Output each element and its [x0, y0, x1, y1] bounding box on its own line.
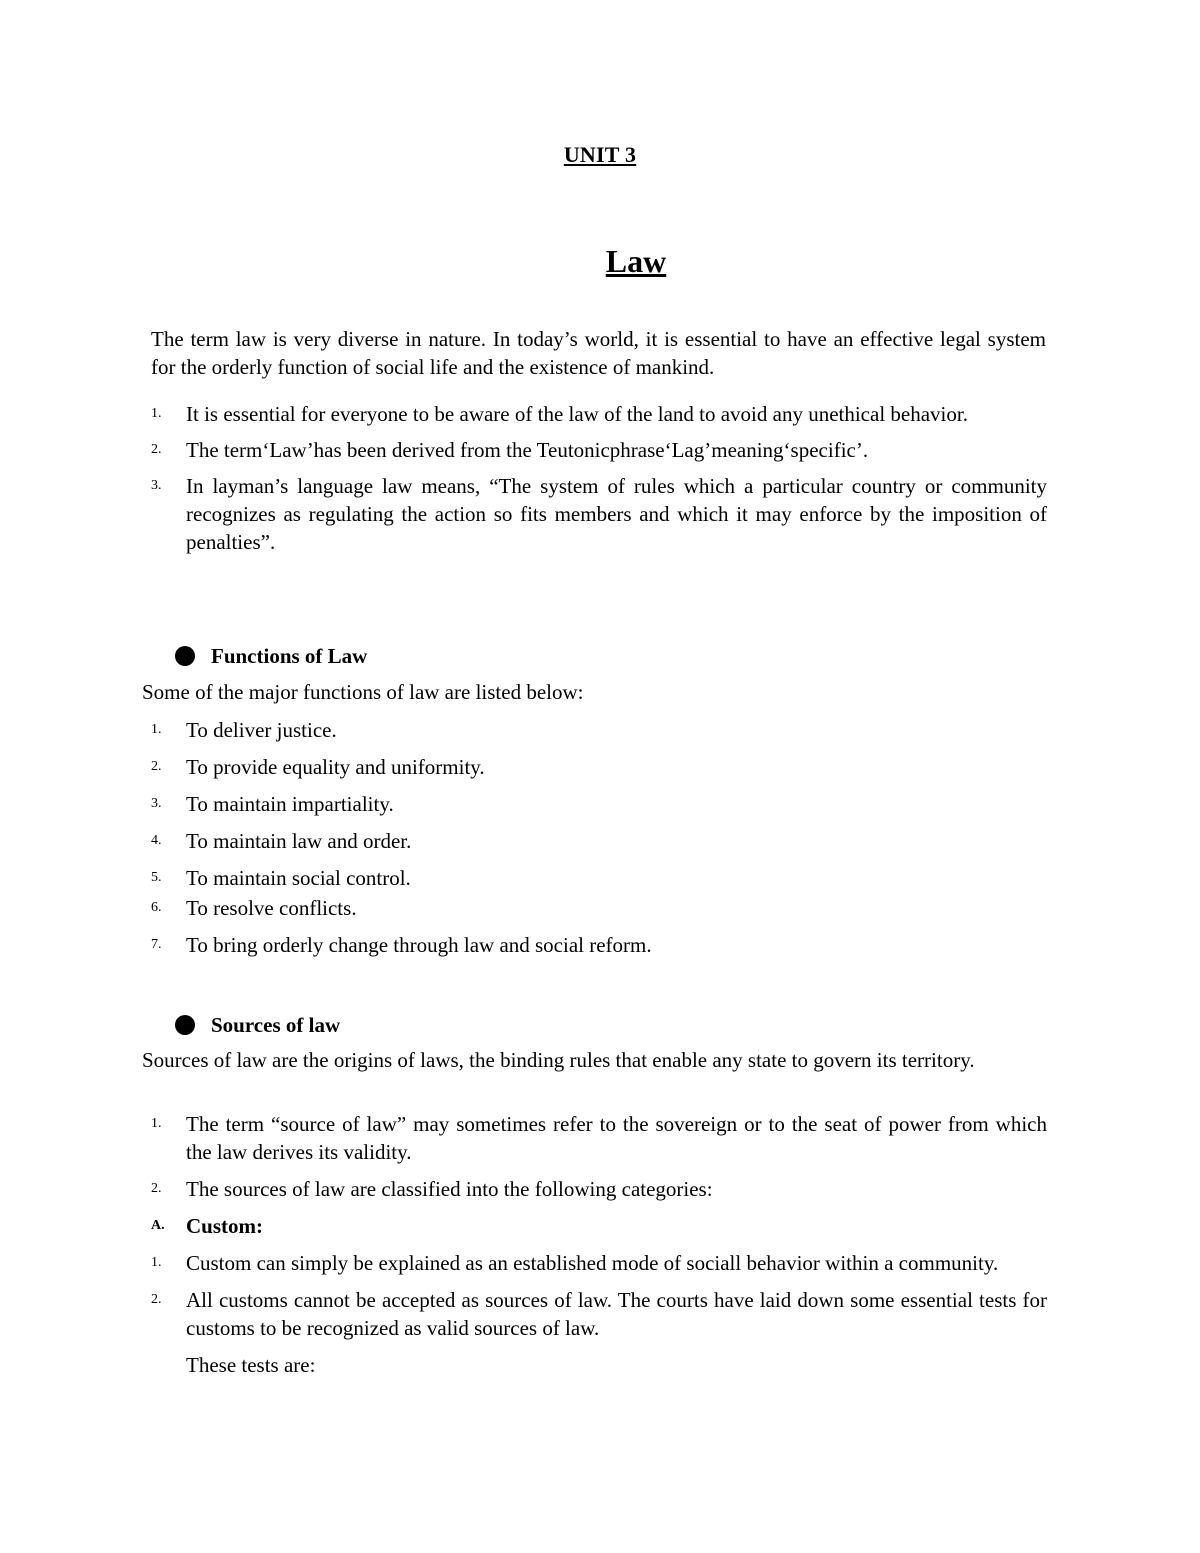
- list-item: [151, 1175, 1047, 1203]
- list-text: Custom can simply be explained as an established mode of sociall behavior within a community.: [186, 1251, 999, 1275]
- list-number: 3.: [151, 796, 162, 811]
- list-text: To maintain social control.: [186, 866, 411, 890]
- list-number: 7.: [151, 937, 162, 952]
- tests-lead: [151, 1351, 1047, 1379]
- list-item: [151, 1286, 1047, 1342]
- list-text: To resolve conflicts.: [186, 896, 357, 920]
- list-item: [151, 1249, 1047, 1277]
- list-number: 1.: [151, 406, 162, 421]
- unit-label: UNIT 3: [563, 142, 637, 167]
- list-text: To maintain impartiality.: [186, 792, 394, 816]
- list-item: [151, 472, 1047, 556]
- list-number: 1.: [151, 722, 162, 737]
- list-item: [151, 864, 1047, 892]
- list-text: All customs cannot be accepted as sources of law. The courts have laid down some essential tests for customs to be recognized as valid sources of law.: [186, 1288, 1047, 1340]
- sources-lead: Sources of law are the origins of laws, the binding rules that enable any state to govern its territory.: [142, 1048, 975, 1072]
- list-number: 5.: [151, 870, 162, 885]
- list-text: To maintain law and order.: [186, 829, 412, 853]
- list-item: [151, 753, 1047, 781]
- list-number: 2.: [151, 1181, 162, 1196]
- list-item: [151, 790, 1047, 818]
- tests-lead-text: These tests are:: [186, 1353, 316, 1377]
- list-text: The term “source of law” may sometimes refer to the sovereign or to the seat of power from which the law derives its validity.: [186, 1112, 1047, 1164]
- list-text: To deliver justice.: [186, 718, 337, 742]
- list-number: 2.: [151, 442, 162, 457]
- list-item: [151, 400, 1047, 428]
- intro-paragraph: The term law is very diverse in nature. In today’s world, it is essential to have an effective legal system for the orderly function of social life and the existence of mankind.: [151, 327, 1046, 379]
- list-text: To bring orderly change through law and social reform.: [186, 933, 652, 957]
- functions-lead: Some of the major functions of law are listed below:: [142, 680, 584, 704]
- list-text: The sources of law are classified into the following categories:: [186, 1177, 713, 1201]
- list-item: [151, 931, 1047, 959]
- custom-subheading: [151, 1212, 1047, 1240]
- list-number: 2.: [151, 759, 162, 774]
- list-letter: A.: [151, 1218, 165, 1233]
- bullet-icon: [175, 1015, 195, 1035]
- list-text: The term‘Law’has been derived from the Teutonicphrase‘Lag’meaning‘specific’.: [186, 438, 869, 462]
- list-text: It is essential for everyone to be aware of the law of the land to avoid any unethical behavior.: [186, 402, 968, 426]
- sources-list: [151, 1110, 1047, 1379]
- list-item: [151, 1110, 1047, 1166]
- list-number: 2.: [151, 1292, 162, 1307]
- section-heading-text: Functions of Law: [211, 644, 368, 668]
- section-heading-functions: [175, 642, 367, 670]
- bullet-icon: [175, 646, 195, 666]
- section-heading-text: Sources of law: [211, 1013, 341, 1037]
- list-number: 1.: [151, 1255, 162, 1270]
- page-title: Law: [605, 243, 667, 279]
- list-item: [151, 716, 1047, 744]
- list-text: To provide equality and uniformity.: [186, 755, 485, 779]
- section-heading-sources: [175, 1011, 340, 1039]
- list-text: In layman’s language law means, “The system of rules which a particular country or community recognizes as regulating the action so fits members and which it may enforce by the imposition of penalties”.: [186, 474, 1047, 554]
- functions-list: [151, 716, 1047, 959]
- list-number: 3.: [151, 478, 162, 493]
- custom-label: Custom:: [186, 1214, 263, 1238]
- list-number: 6.: [151, 900, 162, 915]
- intro-list: [151, 400, 1047, 556]
- list-number: 1.: [151, 1116, 162, 1131]
- list-item: [151, 436, 1047, 464]
- list-item: [151, 894, 1047, 922]
- list-item: [151, 827, 1047, 855]
- list-number: 4.: [151, 833, 162, 848]
